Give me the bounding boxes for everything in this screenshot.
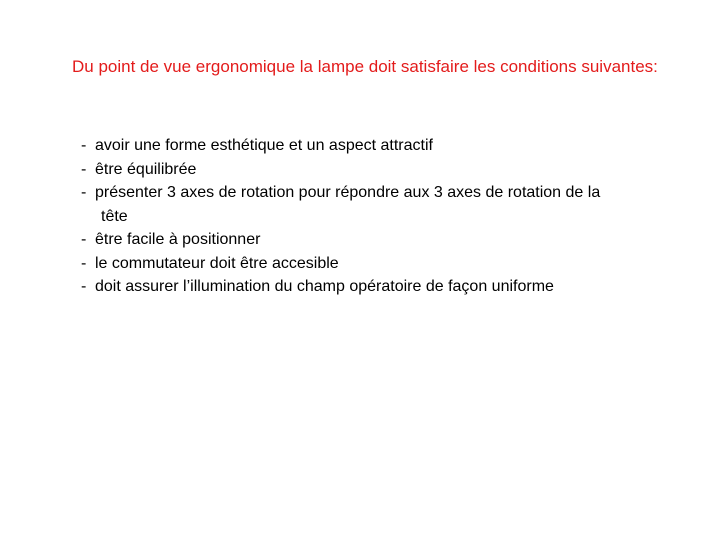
list-item — [72, 252, 682, 276]
list-item-text: être facile à positionner — [95, 231, 261, 248]
bullet-dash: - — [81, 231, 87, 248]
bullet-dash: - — [81, 254, 87, 272]
conditions-list — [72, 134, 682, 299]
intro-text: Du point de vue ergonomique la lampe doit satisfaire les conditions suivantes: — [72, 57, 658, 76]
list-item-continuation: tête — [101, 207, 128, 225]
bullet-dash: - — [81, 278, 87, 295]
list-item-text: avoir une forme esthétique et un aspect attractif — [95, 137, 433, 154]
list-item-text: doit assurer l’illumination du champ opératoire de façon uniforme — [95, 278, 554, 295]
list-item-text: le commutateur doit être accesible — [95, 254, 339, 272]
list-item — [72, 158, 682, 182]
bullet-dash: - — [81, 160, 87, 178]
list-item-text: présenter 3 axes de rotation pour répondre aux 3 axes de rotation de la — [95, 184, 601, 201]
bullet-dash: - — [81, 184, 87, 201]
list-item — [72, 181, 682, 228]
list-item-text: être équilibrée — [95, 160, 197, 178]
bullet-dash: - — [81, 137, 87, 154]
list-item — [72, 275, 682, 299]
list-item — [72, 134, 682, 158]
list-item — [72, 228, 682, 252]
